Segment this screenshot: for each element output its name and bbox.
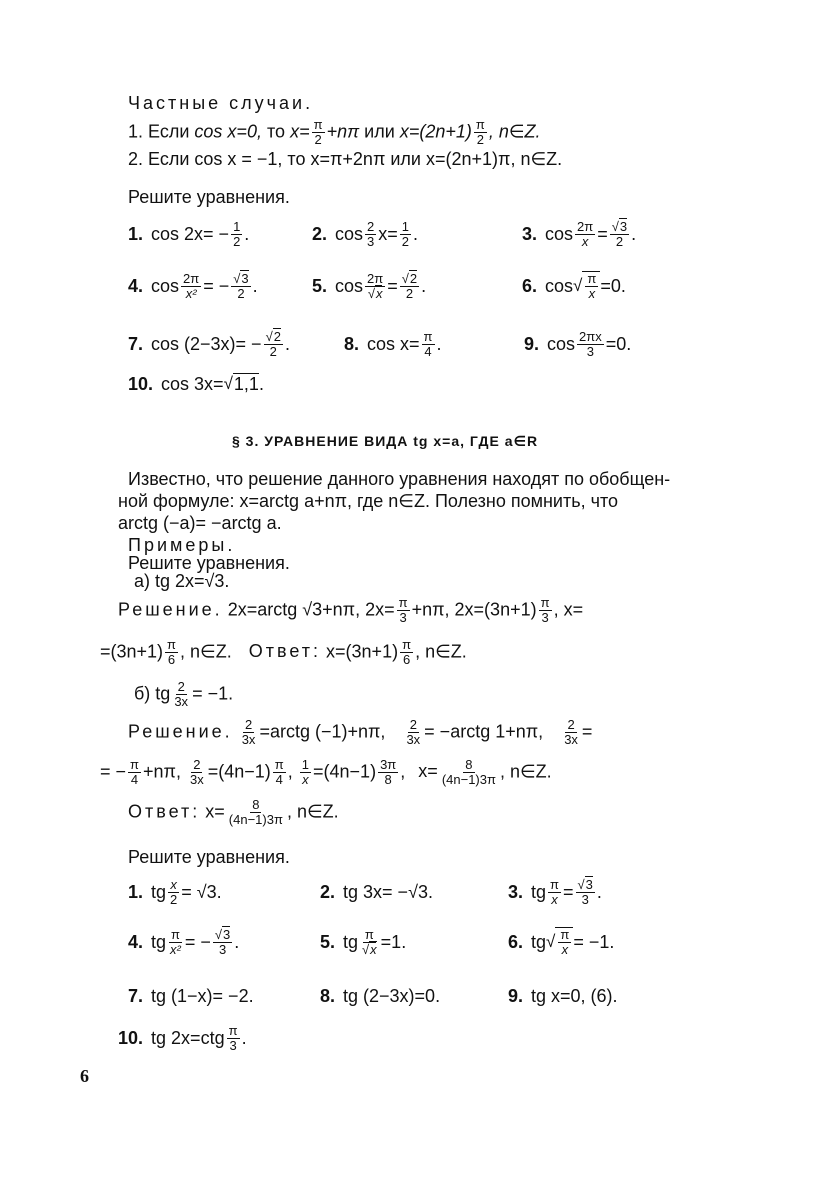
intro-line-3: arctg (−a)= −arctg a. (118, 513, 282, 533)
tg-exercise-6: 6. tg √ $\frac{\pi}{x}$ = −1. (508, 927, 615, 957)
intro-line-1: Известно, что решение данного уравнения находят по обобщен- (128, 469, 671, 489)
tg-exercise-7: 7. tg (1−x)= −2. (128, 985, 254, 1006)
special-case-1: 1. Если cos x=0, то x= $\frac{\pi}{2}$ +nπ или x=(2n+1) $\frac{\pi}{2}$ , n∈Z. (128, 117, 541, 147)
tg-exercise-10: 10. tg 2x=ctg π 3 . (118, 1022, 247, 1053)
cos-exercise-5: 5. cos $\frac{2\pi}{√x}$ = $\frac{√2}{2}$ . (312, 270, 427, 301)
section-3-title: § 3. УРАВНЕНИЕ ВИДА tg x=a, ГДЕ a∈R (232, 433, 539, 449)
solution-a-line-2: =(3n+1) $\frac{\pi}{6}$ , n∈Z. Ответ: x=(3n+1) $\frac{\pi}{6}$ , n∈Z. (100, 637, 467, 667)
cos-exercise-2: 2. cos 2 3 x= $\frac{1}{2}$ . (312, 218, 419, 249)
cos-exercise-10: 10. cos 3x= √ 1,1 . (128, 373, 264, 394)
tg-exercise-1: 1. tg $\frac{x}{2}$ = √3. (128, 876, 222, 907)
tg-exercise-8: 8. tg (2−3x)=0. (320, 985, 441, 1006)
solution-b-line-1: Решение. $\frac{2}{3x}$ =arctg (−1)+nπ, $\frac{2}{3x}$ = −arctg 1+nπ, $\frac{2}{3x}$ = (128, 717, 593, 747)
solve-title-2: Решите уравнения. (128, 847, 290, 867)
tg-exercise-3: 3. tg $\frac{\pi}{x}$ = $\frac{√3}{3}$ . (508, 876, 602, 907)
tg-exercise-4: 4. tg $\frac{\pi}{\text{x²}}$ = − $\frac{√3}{3}$ . (128, 926, 240, 957)
tg-exercise-5: 5. tg $\frac{\pi}{√x}$ =1. (320, 926, 407, 957)
cos-exercise-9: 9. cos $\frac{2\pi x}{3}$ =0. (524, 328, 632, 359)
tg-exercise-9: 9. tg x=0, (6). (508, 985, 618, 1006)
solution-b-line-2: = − $\frac{\pi}{4}$ +nπ, $\frac{2}{3x}$ =(4n−1) $\frac{\pi}{4}$ , $\frac{1}{x}$ =(4n−1) $\frac{3\pi}{8}$ , x= $\frac{8}{(4n-1)3\pi}$ , n∈Z. (100, 757, 552, 787)
solution-a-line-1: Решение. 2x=arctg √3+nπ, 2x= $\frac{\pi}{3}$ +nπ, 2x=(3n+1) $\frac{\pi}{3}$ , x= (118, 595, 584, 625)
cos-exercise-6: 6. cos √ $\frac{\pi}{x}$ =0. (522, 271, 626, 301)
special-case-2: 2. Если cos x = −1, то x=π+2nπ или x=(2n+1)π, n∈Z. (128, 149, 563, 169)
solve-title-1: Решите уравнения. (128, 187, 290, 207)
special-cases-heading: Частные случаи. (128, 93, 314, 113)
cos-exercise-1: 1. cos 2x= − $\frac{1}{2}$ . (128, 218, 250, 249)
tg-exercise-2: 2. tg 3x= −√3. (320, 881, 433, 902)
solution-b-answer: Ответ: x= $\frac{8}{(4n-1)3\pi}$ , n∈Z. (128, 797, 339, 827)
example-b: б) tg $\frac{2}{3x}$ = −1. (134, 679, 234, 709)
cos-exercise-7: 7. cos (2−3x)= − $\frac{√2}{2}$ . (128, 328, 290, 359)
page-number: 6 (80, 1066, 89, 1086)
cos-exercise-8: 8. cos x= $\frac{\pi}{4}$ . (344, 328, 442, 359)
cos-exercise-3: 3. cos $\frac{2\pi}{x}$ = $\frac{√3}{2}$ . (522, 218, 637, 249)
intro-solve: Решите уравнения. (128, 553, 290, 573)
example-a: а) tg 2x=√3. (134, 571, 230, 591)
intro-line-2: ной формуле: x=arctg a+nπ, где n∈Z. Полезно помнить, что (118, 491, 619, 511)
cos-exercise-4: 4. cos $\frac{2\pi}{\text{x²}}$ = − $\frac{√3}{2}$ . (128, 270, 258, 301)
examples-label: Примеры. (128, 535, 236, 555)
